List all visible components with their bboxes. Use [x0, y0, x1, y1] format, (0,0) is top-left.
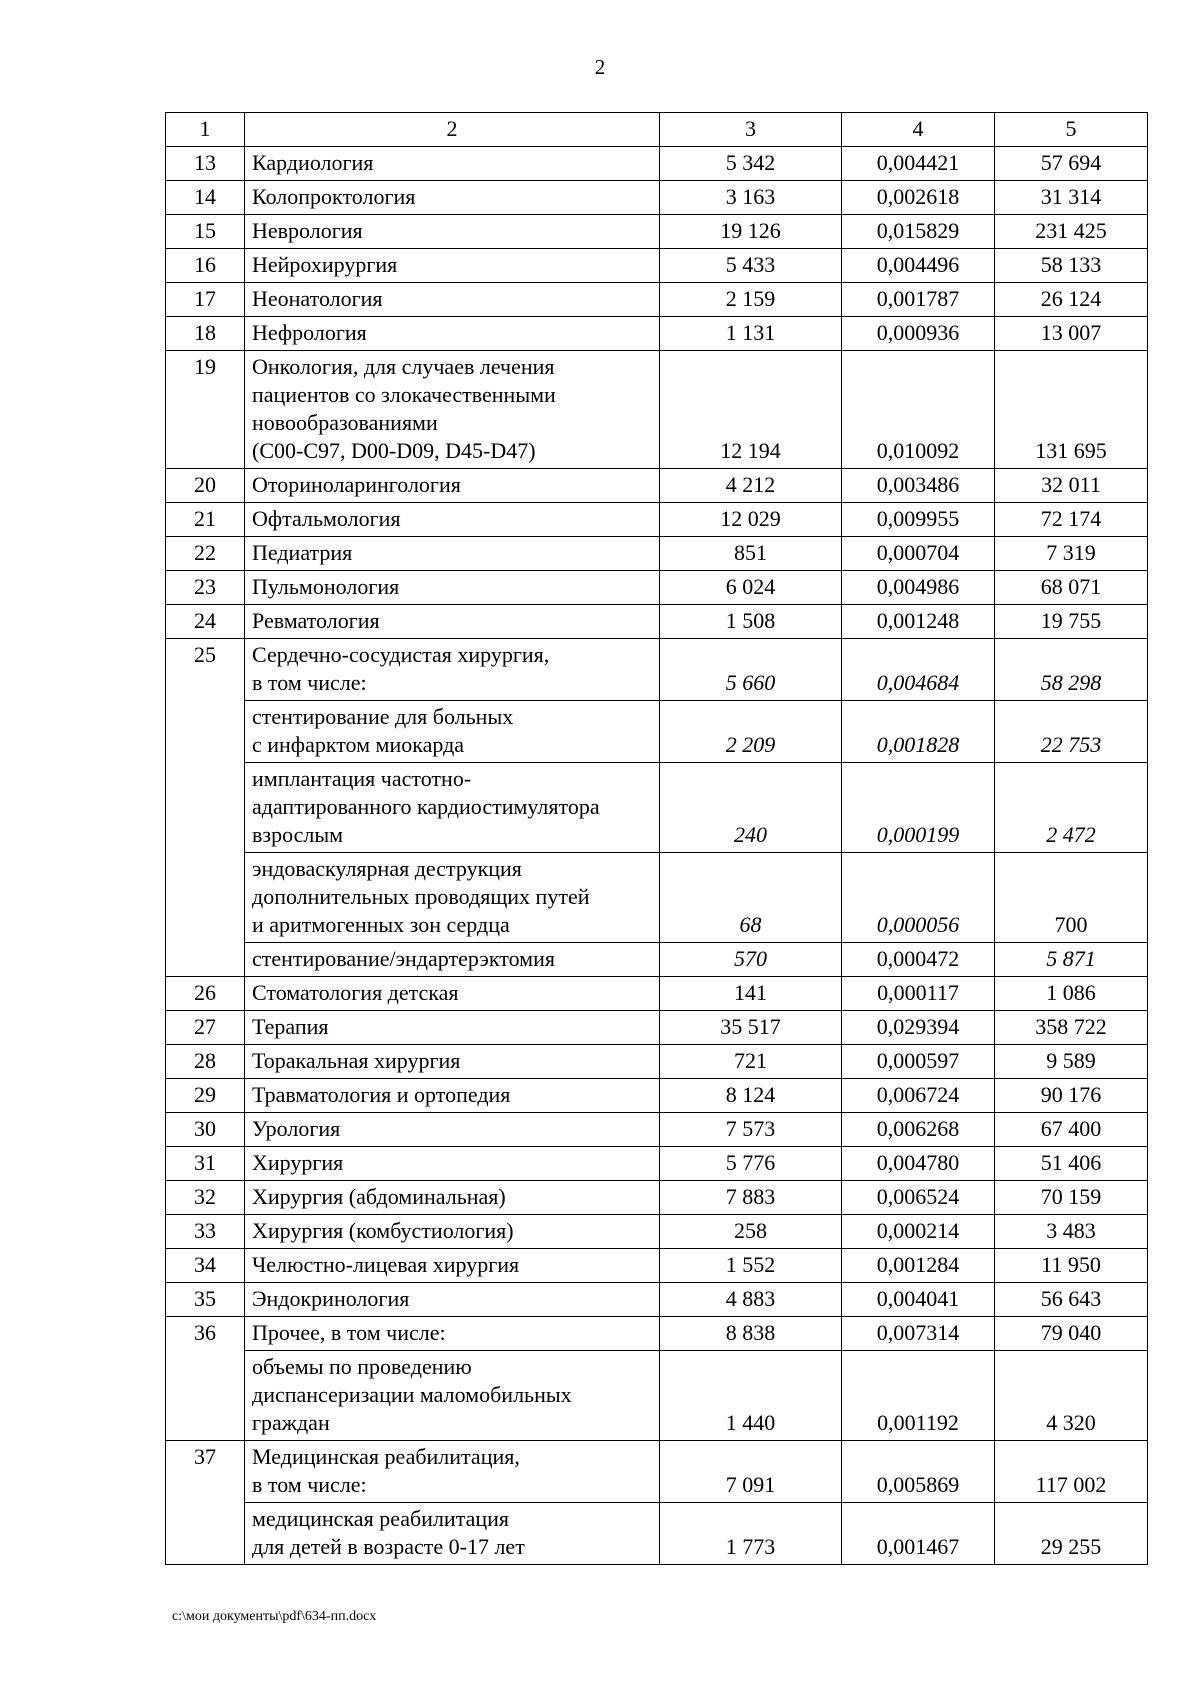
table-subrow [166, 1503, 1148, 1565]
value-cell-v5: 7 319 [995, 537, 1148, 571]
row-number: 17 [166, 283, 245, 317]
specialty-name-line: Нефрология [252, 320, 367, 345]
specialty-name-line: граждан [252, 1410, 330, 1435]
value-cell-v5: 29 255 [995, 1503, 1148, 1565]
column-header: 3 [660, 113, 842, 147]
value-cell-v5: 70 159 [995, 1181, 1148, 1215]
value-cell-v4: 0,001787 [842, 283, 995, 317]
specialty-name-cell [245, 1249, 660, 1283]
specialty-name-cell [245, 977, 660, 1011]
specialty-name-line: Хирургия [252, 1150, 344, 1175]
value-cell-v5: 358 722 [995, 1011, 1148, 1045]
value-cell-v5: 58 298 [995, 639, 1148, 701]
value-cell-v5: 57 694 [995, 147, 1148, 181]
specialty-name-line: Терапия [252, 1014, 329, 1039]
specialty-name-line: Торакальная хирургия [252, 1048, 461, 1073]
specialty-name-cell [245, 1215, 660, 1249]
value-cell-v4: 0,004780 [842, 1147, 995, 1181]
table-subrow [166, 701, 1148, 763]
value-cell-v4: 0,000472 [842, 943, 995, 977]
row-number: 28 [166, 1045, 245, 1079]
value-cell-v4: 0,004041 [842, 1283, 995, 1317]
specialty-name-cell [245, 1503, 660, 1565]
specialty-name-line: медицинская реабилитация [252, 1506, 510, 1531]
value-cell-v4: 0,006268 [842, 1113, 995, 1147]
row-number: 25 [166, 639, 245, 977]
row-number: 30 [166, 1113, 245, 1147]
value-cell-v3: 5 660 [660, 639, 842, 701]
specialty-name-cell [245, 1011, 660, 1045]
table-row [166, 1045, 1148, 1079]
value-cell-v5: 58 133 [995, 249, 1148, 283]
specialty-name-line: Медицинская реабилитация, [252, 1444, 520, 1469]
specialty-name-line: Офтальмология [252, 506, 401, 531]
value-cell-v5: 9 589 [995, 1045, 1148, 1079]
specialty-name-cell [245, 1441, 660, 1503]
table-row [166, 537, 1148, 571]
specialty-name-line: объемы по проведению [252, 1354, 472, 1379]
value-cell-v4: 0,009955 [842, 503, 995, 537]
value-cell-v5: 19 755 [995, 605, 1148, 639]
value-cell-v4: 0,000936 [842, 317, 995, 351]
specialty-name-cell [245, 1283, 660, 1317]
specialty-name-cell [245, 249, 660, 283]
value-cell-v3: 12 194 [660, 351, 842, 469]
specialty-name-cell [245, 1181, 660, 1215]
table-row [166, 571, 1148, 605]
column-header: 4 [842, 113, 995, 147]
table-row [166, 1147, 1148, 1181]
value-cell-v3: 3 163 [660, 181, 842, 215]
specialty-name-cell [245, 469, 660, 503]
table-subrow [166, 853, 1148, 943]
table-subrow [166, 1351, 1148, 1441]
specialty-name-cell [245, 1113, 660, 1147]
value-cell-v5: 117 002 [995, 1441, 1148, 1503]
table-row [166, 503, 1148, 537]
table-row [166, 351, 1148, 469]
table-row [166, 977, 1148, 1011]
specialty-name-line: Эндокринология [252, 1286, 410, 1311]
value-cell-v4: 0,001284 [842, 1249, 995, 1283]
value-cell-v5: 72 174 [995, 503, 1148, 537]
value-cell-v3: 12 029 [660, 503, 842, 537]
table-row [166, 1249, 1148, 1283]
value-cell-v4: 0,003486 [842, 469, 995, 503]
value-cell-v3: 2 209 [660, 701, 842, 763]
value-cell-v5: 79 040 [995, 1317, 1148, 1351]
specialty-name-line: (C00-C97, D00-D09, D45-D47) [252, 438, 536, 463]
specialty-name-cell [245, 605, 660, 639]
specialty-name-cell [245, 853, 660, 943]
specialty-name-cell [245, 763, 660, 853]
specialty-name-cell [245, 147, 660, 181]
column-header: 1 [166, 113, 245, 147]
specialty-name-line: в том числе: [252, 1472, 367, 1497]
row-number: 34 [166, 1249, 245, 1283]
value-cell-v3: 851 [660, 537, 842, 571]
value-cell-v3: 240 [660, 763, 842, 853]
row-number: 31 [166, 1147, 245, 1181]
specialty-name-line: стентирование для больных [252, 704, 514, 729]
specialty-name-line: Кардиология [252, 150, 374, 175]
value-cell-v3: 1 508 [660, 605, 842, 639]
value-cell-v4: 0,002618 [842, 181, 995, 215]
specialty-name-line: Колопроктология [252, 184, 416, 209]
value-cell-v3: 7 883 [660, 1181, 842, 1215]
row-number: 19 [166, 351, 245, 469]
value-cell-v5: 51 406 [995, 1147, 1148, 1181]
value-cell-v3: 141 [660, 977, 842, 1011]
specialty-name-cell [245, 1351, 660, 1441]
value-cell-v4: 0,010092 [842, 351, 995, 469]
column-header: 2 [245, 113, 660, 147]
value-cell-v5: 5 871 [995, 943, 1148, 977]
value-cell-v5: 31 314 [995, 181, 1148, 215]
table-row [166, 317, 1148, 351]
row-number: 33 [166, 1215, 245, 1249]
specialty-name-line: для детей в возрасте 0-17 лет [252, 1534, 525, 1559]
row-number: 13 [166, 147, 245, 181]
value-cell-v5: 11 950 [995, 1249, 1148, 1283]
value-cell-v3: 5 776 [660, 1147, 842, 1181]
specialty-name-cell [245, 639, 660, 701]
specialty-name-line: Сердечно-сосудистая хирургия, [252, 642, 550, 667]
value-cell-v4: 0,006724 [842, 1079, 995, 1113]
specialty-name-cell [245, 1079, 660, 1113]
page-number: 2 [594, 55, 606, 79]
specialty-name-line: эндоваскулярная деструкция [252, 856, 522, 881]
table-row [166, 181, 1148, 215]
specialty-name-line: Челюстно-лицевая хирургия [252, 1252, 520, 1277]
specialty-name-cell [245, 1045, 660, 1079]
specialty-name-cell [245, 1317, 660, 1351]
specialty-name-line: Травматология и ортопедия [252, 1082, 511, 1107]
table-row [166, 1317, 1148, 1351]
specialty-name-cell [245, 1147, 660, 1181]
specialty-name-line: Нейрохирургия [252, 252, 398, 277]
value-cell-v4: 0,000199 [842, 763, 995, 853]
value-cell-v4: 0,004421 [842, 147, 995, 181]
value-cell-v4: 0,001248 [842, 605, 995, 639]
value-cell-v5: 1 086 [995, 977, 1148, 1011]
specialty-name-line: Педиатрия [252, 540, 353, 565]
row-number: 26 [166, 977, 245, 1011]
specialty-name-line: дополнительных проводящих путей [252, 884, 590, 909]
value-cell-v3: 570 [660, 943, 842, 977]
value-cell-v3: 8 838 [660, 1317, 842, 1351]
value-cell-v4: 0,000117 [842, 977, 995, 1011]
data-table [165, 112, 1148, 1565]
table-row [166, 215, 1148, 249]
value-cell-v5: 67 400 [995, 1113, 1148, 1147]
value-cell-v3: 6 024 [660, 571, 842, 605]
column-header: 5 [995, 113, 1148, 147]
specialty-name-line: и аритмогенных зон сердца [252, 912, 510, 937]
specialty-name-cell [245, 215, 660, 249]
specialty-name-line: Хирургия (комбустиология) [252, 1218, 514, 1243]
specialty-name-line: новообразованиями [252, 410, 438, 435]
value-cell-v4: 0,000214 [842, 1215, 995, 1249]
value-cell-v3: 4 883 [660, 1283, 842, 1317]
row-number: 21 [166, 503, 245, 537]
table-row [166, 639, 1148, 701]
value-cell-v3: 1 773 [660, 1503, 842, 1565]
value-cell-v4: 0,015829 [842, 215, 995, 249]
value-cell-v4: 0,001828 [842, 701, 995, 763]
row-number: 37 [166, 1441, 245, 1565]
row-number: 36 [166, 1317, 245, 1441]
value-cell-v3: 1 552 [660, 1249, 842, 1283]
value-cell-v4: 0,000704 [842, 537, 995, 571]
row-number: 16 [166, 249, 245, 283]
value-cell-v5: 90 176 [995, 1079, 1148, 1113]
value-cell-v5: 231 425 [995, 215, 1148, 249]
value-cell-v3: 721 [660, 1045, 842, 1079]
table-subrow [166, 943, 1148, 977]
specialty-name-line: Пульмонология [252, 574, 400, 599]
value-cell-v5: 4 320 [995, 1351, 1148, 1441]
specialty-name-line: Урология [252, 1116, 341, 1141]
value-cell-v3: 8 124 [660, 1079, 842, 1113]
table-row [166, 469, 1148, 503]
value-cell-v4: 0,006524 [842, 1181, 995, 1215]
table-header-row [166, 113, 1148, 147]
value-cell-v5: 32 011 [995, 469, 1148, 503]
value-cell-v5: 26 124 [995, 283, 1148, 317]
specialty-name-cell [245, 537, 660, 571]
value-cell-v4: 0,000056 [842, 853, 995, 943]
table-row [166, 1011, 1148, 1045]
value-cell-v3: 1 131 [660, 317, 842, 351]
value-cell-v5: 3 483 [995, 1215, 1148, 1249]
value-cell-v3: 5 433 [660, 249, 842, 283]
table-row [166, 605, 1148, 639]
value-cell-v3: 7 091 [660, 1441, 842, 1503]
specialty-name-line: взрослым [252, 822, 344, 847]
value-cell-v4: 0,001192 [842, 1351, 995, 1441]
specialty-name-line: Неврология [252, 218, 363, 243]
value-cell-v3: 7 573 [660, 1113, 842, 1147]
value-cell-v5: 68 071 [995, 571, 1148, 605]
row-number: 29 [166, 1079, 245, 1113]
specialty-name-line: Прочее, в том числе: [252, 1320, 446, 1345]
table-row [166, 1283, 1148, 1317]
value-cell-v3: 1 440 [660, 1351, 842, 1441]
specialty-name-line: в том числе: [252, 670, 367, 695]
specialty-name-cell [245, 701, 660, 763]
value-cell-v4: 0,007314 [842, 1317, 995, 1351]
value-cell-v3: 258 [660, 1215, 842, 1249]
specialty-name-line: Стоматология детская [252, 980, 459, 1005]
value-cell-v5: 13 007 [995, 317, 1148, 351]
file-path-footer: c:\мои документы\pdf\634-пп.docx [172, 1609, 377, 1624]
value-cell-v5: 56 643 [995, 1283, 1148, 1317]
value-cell-v4: 0,000597 [842, 1045, 995, 1079]
row-number: 22 [166, 537, 245, 571]
value-cell-v3: 4 212 [660, 469, 842, 503]
value-cell-v5: 22 753 [995, 701, 1148, 763]
table-row [166, 1181, 1148, 1215]
table-row [166, 1441, 1148, 1503]
table-row [166, 283, 1148, 317]
specialty-name-cell [245, 351, 660, 469]
row-number: 32 [166, 1181, 245, 1215]
value-cell-v3: 5 342 [660, 147, 842, 181]
specialty-name-line: Хирургия (абдоминальная) [252, 1184, 506, 1209]
specialty-name-line: пациентов со злокачественными [252, 382, 556, 407]
row-number: 35 [166, 1283, 245, 1317]
specialty-name-line: стентирование/эндартерэктомия [252, 946, 555, 971]
specialty-name-line: адаптированного кардиостимулятора [252, 794, 600, 819]
table-row [166, 147, 1148, 181]
table-row [166, 1079, 1148, 1113]
value-cell-v3: 19 126 [660, 215, 842, 249]
value-cell-v4: 0,029394 [842, 1011, 995, 1045]
specialty-name-line: с инфарктом миокарда [252, 732, 465, 757]
table-row [166, 249, 1148, 283]
value-cell-v5: 700 [995, 853, 1148, 943]
specialty-name-line: Неонатология [252, 286, 383, 311]
value-cell-v4: 0,004986 [842, 571, 995, 605]
specialty-name-cell [245, 317, 660, 351]
specialty-name-cell [245, 571, 660, 605]
specialty-name-line: Ревматология [252, 608, 380, 633]
row-number: 14 [166, 181, 245, 215]
value-cell-v3: 68 [660, 853, 842, 943]
value-cell-v4: 0,004496 [842, 249, 995, 283]
table-row [166, 1113, 1148, 1147]
specialty-name-line: Онкология, для случаев лечения [252, 354, 555, 379]
value-cell-v4: 0,001467 [842, 1503, 995, 1565]
table-subrow [166, 763, 1148, 853]
row-number: 23 [166, 571, 245, 605]
value-cell-v5: 2 472 [995, 763, 1148, 853]
row-number: 24 [166, 605, 245, 639]
specialty-name-cell [245, 943, 660, 977]
row-number: 15 [166, 215, 245, 249]
specialty-name-cell [245, 181, 660, 215]
value-cell-v3: 35 517 [660, 1011, 842, 1045]
table-row [166, 1215, 1148, 1249]
value-cell-v4: 0,005869 [842, 1441, 995, 1503]
specialty-name-line: имплантация частотно- [252, 766, 472, 791]
row-number: 20 [166, 469, 245, 503]
value-cell-v4: 0,004684 [842, 639, 995, 701]
specialty-name-cell [245, 283, 660, 317]
specialty-name-line: диспансеризации маломобильных [252, 1382, 572, 1407]
value-cell-v3: 2 159 [660, 283, 842, 317]
row-number: 27 [166, 1011, 245, 1045]
value-cell-v5: 131 695 [995, 351, 1148, 469]
row-number: 18 [166, 317, 245, 351]
specialty-name-line: Оториноларингология [252, 472, 461, 497]
specialty-name-cell [245, 503, 660, 537]
